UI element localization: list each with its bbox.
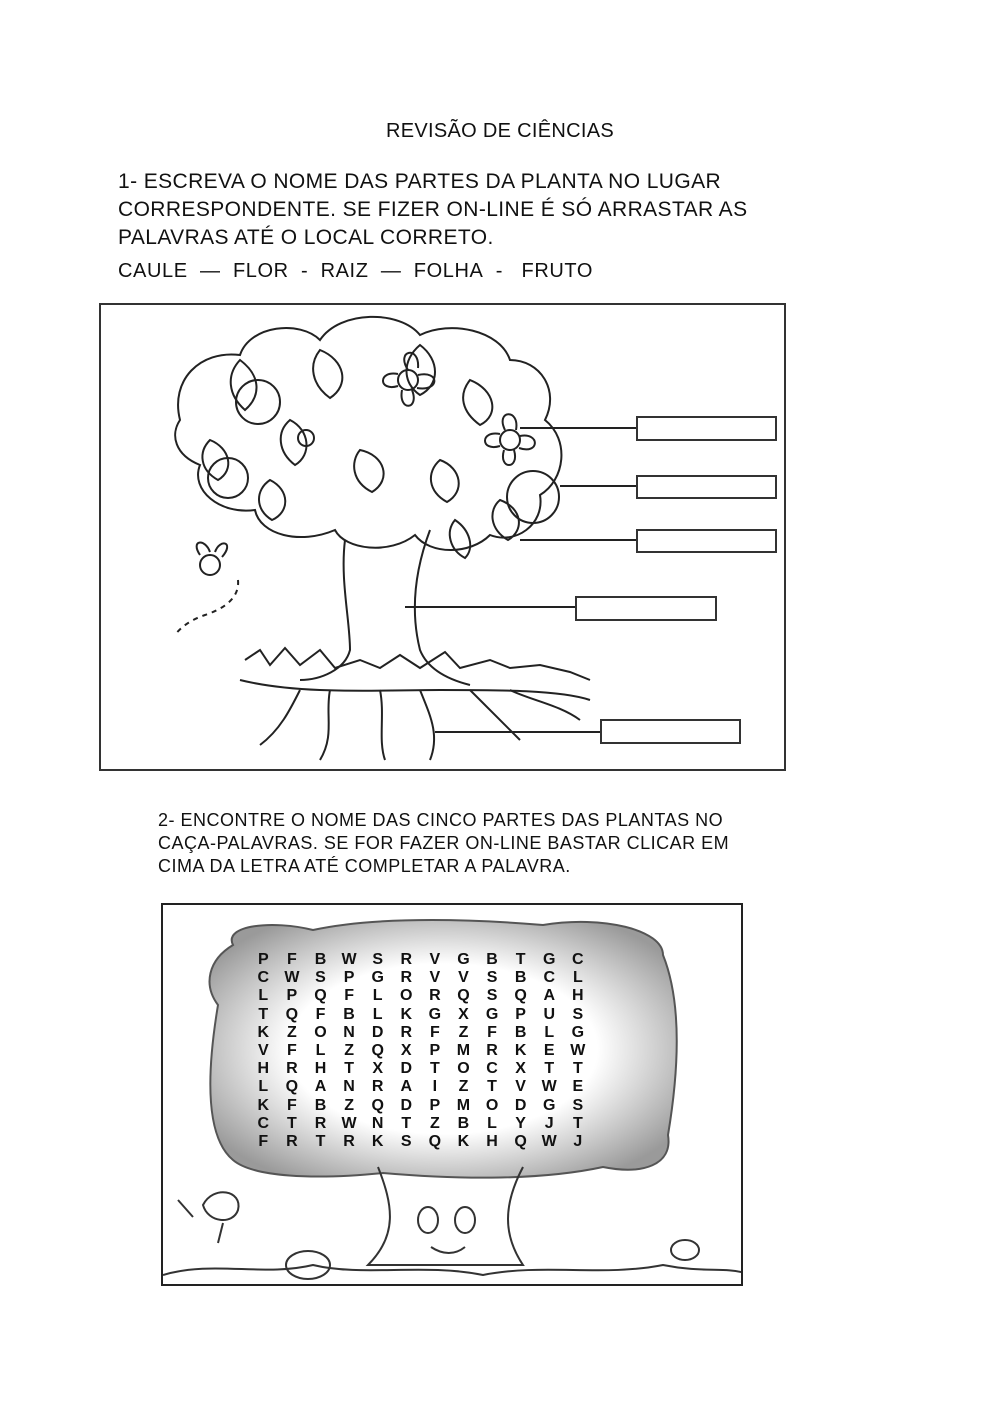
word-search-letter[interactable]: L [315, 1041, 326, 1059]
word-search-letter[interactable]: A [400, 1078, 413, 1096]
word-search-letter[interactable]: R [400, 969, 413, 987]
word-search-letter[interactable]: T [487, 1078, 497, 1096]
word-search-letter[interactable]: P [515, 1005, 526, 1023]
answer-box-caule[interactable] [575, 596, 717, 621]
word-search-letter[interactable]: R [429, 987, 441, 1005]
word-search-letter[interactable]: S [315, 969, 326, 987]
word-search-letter[interactable]: J [544, 1114, 554, 1132]
word-search-letter[interactable]: W [341, 1114, 357, 1132]
word-search-letter[interactable]: Q [428, 1132, 442, 1150]
word-search-letter[interactable]: F [429, 1023, 440, 1041]
word-search-letter[interactable]: E [572, 1078, 584, 1096]
word-search-letter[interactable]: T [401, 1114, 412, 1132]
word-search-letter[interactable]: V [458, 969, 469, 987]
word-search-letter[interactable]: L [258, 987, 269, 1005]
word-search-letter[interactable]: Q [457, 987, 470, 1005]
answer-box-folha[interactable] [636, 529, 777, 553]
word-search-letter[interactable]: H [572, 987, 584, 1005]
word-folha[interactable]: FOLHA [413, 260, 484, 282]
word-search-letter[interactable]: B [514, 1023, 527, 1041]
word-search-letter[interactable]: G [543, 951, 556, 968]
word-search-letter[interactable]: G [485, 1005, 499, 1023]
word-search-letter[interactable]: F [287, 951, 297, 968]
word-search-letter[interactable]: G [543, 1096, 556, 1114]
word-flor[interactable]: FLOR [232, 260, 289, 282]
word-search-letter[interactable]: B [486, 951, 498, 968]
word-search-letter[interactable]: D [400, 1096, 413, 1114]
word-search-letter[interactable]: O [314, 1023, 327, 1041]
word-search-letter[interactable]: S [486, 987, 498, 1005]
word-search-letter[interactable]: S [372, 951, 383, 968]
word-search-letter[interactable]: Z [344, 1041, 354, 1059]
word-search-letter[interactable]: T [287, 1114, 297, 1132]
word-search-letter[interactable]: W [284, 969, 300, 987]
word-search-letter[interactable]: P [286, 987, 298, 1005]
word-search-letter[interactable]: T [572, 1060, 583, 1078]
word-search-letter[interactable]: X [458, 1005, 469, 1023]
word-search-grid [249, 951, 649, 1151]
word-search-row [249, 987, 649, 1005]
word-search-letter[interactable]: T [344, 1060, 354, 1078]
word-search-letter[interactable]: L [572, 969, 583, 987]
word-search-letter[interactable]: X [400, 1041, 412, 1059]
word-search-letter[interactable]: Y [515, 1114, 526, 1132]
word-separator: — [187, 260, 233, 282]
word-search-letter[interactable]: T [429, 1060, 440, 1078]
word-search-letter[interactable]: H [314, 1060, 327, 1078]
word-search-row [249, 1060, 649, 1078]
word-search-letter[interactable]: T [544, 1060, 555, 1078]
word-search-letter[interactable]: M [456, 1041, 471, 1059]
word-search-letter[interactable]: T [572, 1114, 583, 1132]
word-search-letter[interactable]: X [515, 1060, 526, 1078]
word-search-letter[interactable]: L [258, 1078, 269, 1096]
word-search-letter[interactable]: C [257, 1114, 270, 1132]
word-search-letter[interactable]: R [400, 951, 413, 968]
word-search-letter[interactable]: B [343, 1005, 355, 1023]
word-search-row [249, 1115, 649, 1133]
word-search-letter[interactable]: V [515, 1078, 526, 1096]
word-search-letter[interactable]: L [372, 987, 383, 1005]
answer-box-raiz[interactable] [600, 719, 741, 744]
answer-box-fruto[interactable] [636, 475, 777, 499]
word-search-letter[interactable]: H [257, 1060, 270, 1078]
word-search-letter[interactable]: N [343, 1023, 355, 1041]
word-search-letter[interactable]: A [314, 1078, 327, 1096]
word-search-letter[interactable]: Z [344, 1096, 354, 1114]
word-search-row [249, 1097, 649, 1115]
word-search-letter[interactable]: Z [458, 1078, 469, 1096]
word-search-letter[interactable]: P [429, 1041, 441, 1059]
word-search-letter[interactable]: F [315, 1005, 326, 1023]
word-search-letter[interactable]: Q [285, 1078, 299, 1096]
word-search-letter[interactable]: R [371, 1078, 384, 1096]
word-search-letter[interactable]: Q [514, 987, 527, 1005]
question-2-text: 2- ENCONTRE O NOME DAS CINCO PARTES DAS PLANTAS NO CAÇA-PALAVRAS. SE FOR FAZER ON-LINE BASTAR CLICAR EM CIMA DA LETRA ATÉ COMPLETAR A PALAVRA. [158, 810, 730, 876]
word-search-letter[interactable]: R [343, 1132, 355, 1150]
word-search-letter[interactable]: B [314, 951, 327, 968]
word-search-letter[interactable]: W [570, 1041, 586, 1059]
word-separator: — [368, 260, 414, 282]
word-separator: - [483, 260, 522, 282]
word-search-letter[interactable]: I [432, 1078, 438, 1096]
word-search-letter[interactable]: G [457, 951, 470, 968]
word-search-letter[interactable]: Q [514, 1132, 527, 1150]
word-search-row [249, 1006, 649, 1024]
word-search-letter[interactable]: O [485, 1096, 499, 1114]
word-search-letter[interactable]: O [400, 987, 413, 1005]
word-search-letter[interactable]: S [400, 1132, 412, 1150]
word-search-letter[interactable]: Z [287, 1023, 297, 1041]
word-search-letter[interactable]: Q [371, 1096, 384, 1114]
answer-box-flor[interactable] [636, 416, 777, 441]
word-search-letter[interactable]: Z [458, 1023, 469, 1041]
word-search-letter[interactable]: S [572, 1005, 584, 1023]
word-search-letter[interactable]: G [428, 1005, 442, 1023]
word-caule[interactable]: CAULE [118, 260, 188, 282]
word-fruto[interactable]: FRUTO [521, 260, 594, 282]
word-separator: - [288, 260, 321, 282]
word-search-letter[interactable]: O [457, 1060, 470, 1078]
word-search-letter[interactable]: B [514, 969, 527, 987]
word-search-letter[interactable]: E [543, 1041, 555, 1059]
word-search-letter[interactable]: H [486, 1132, 498, 1150]
word-search-letter[interactable]: V [429, 969, 441, 987]
word-search-letter[interactable]: R [314, 1114, 327, 1132]
word-search-letter[interactable]: W [541, 1132, 557, 1150]
page-title: REVISÃO DE CIÊNCIAS [386, 120, 614, 142]
word-search-letter[interactable]: T [315, 1132, 326, 1150]
word-search-letter[interactable]: P [429, 1096, 441, 1114]
word-search-letter[interactable]: D [371, 1023, 384, 1041]
word-search-letter[interactable]: L [544, 1023, 555, 1041]
word-search-letter[interactable]: F [344, 987, 354, 1005]
word-search-letter[interactable]: Q [285, 1005, 299, 1023]
word-search-letter[interactable]: R [286, 1132, 298, 1150]
word-search-row [249, 1042, 649, 1060]
word-search-letter[interactable]: Q [314, 987, 327, 1005]
word-search-letter[interactable]: C [572, 951, 584, 968]
word-search-letter[interactable]: D [514, 1096, 527, 1114]
word-search-letter[interactable]: P [257, 951, 269, 968]
word-search-row [249, 1078, 649, 1096]
word-search-letter[interactable]: S [572, 1096, 584, 1114]
word-search-letter[interactable]: R [286, 1060, 298, 1078]
word-search-letter[interactable]: G [571, 1023, 585, 1041]
word-search-letter[interactable]: A [543, 987, 556, 1005]
word-search-letter[interactable]: K [257, 1096, 270, 1114]
word-search-letter[interactable]: U [543, 1005, 556, 1023]
word-search-row [249, 1133, 649, 1151]
word-search-letter[interactable]: C [486, 1060, 498, 1078]
word-search-letter[interactable]: K [400, 1005, 413, 1023]
word-search-letter[interactable]: R [486, 1041, 498, 1059]
word-search-letter[interactable]: R [400, 1023, 413, 1041]
word-search-letter[interactable]: F [487, 1023, 497, 1041]
word-search-letter[interactable]: K [457, 1132, 470, 1150]
word-search-letter[interactable]: B [314, 1096, 327, 1114]
word-search-letter[interactable]: S [486, 969, 498, 987]
word-search-letter[interactable]: N [343, 1078, 355, 1096]
word-search-letter[interactable]: G [371, 969, 384, 987]
word-search-letter[interactable]: P [343, 969, 355, 987]
word-search-letter[interactable]: F [287, 1041, 297, 1059]
word-search-letter[interactable]: V [429, 951, 441, 968]
word-search-letter[interactable]: C [543, 969, 556, 987]
word-search-letter[interactable]: K [371, 1132, 384, 1150]
word-search-letter[interactable]: F [258, 1132, 269, 1150]
word-raiz[interactable]: RAIZ [320, 260, 369, 282]
word-search-letter[interactable]: X [372, 1060, 383, 1078]
word-search-row [249, 969, 649, 987]
word-search-letter[interactable]: C [257, 969, 270, 987]
word-search-letter[interactable]: K [514, 1041, 527, 1059]
word-search-letter[interactable]: T [515, 951, 526, 968]
word-search-letter[interactable]: Z [429, 1114, 440, 1132]
word-search-row [249, 951, 649, 969]
word-search-letter[interactable]: W [541, 1078, 557, 1096]
question-1-text: 1- ESCREVA O NOME DAS PARTES DA PLANTA NO LUGAR CORRESPONDENTE. SE FIZER ON-LINE É SÓ ARRASTAR AS PALAVRAS ATÉ O LOCAL CORRETO. [118, 170, 748, 249]
word-search-letter[interactable]: K [257, 1023, 270, 1041]
word-search-letter[interactable]: J [573, 1132, 583, 1150]
word-search-letter[interactable]: B [457, 1114, 470, 1132]
word-search-letter[interactable]: T [258, 1005, 269, 1023]
word-search-letter[interactable]: V [257, 1041, 269, 1059]
word-search-letter[interactable]: N [371, 1114, 384, 1132]
word-search-row [249, 1024, 649, 1042]
word-search-letter[interactable]: M [456, 1096, 471, 1114]
word-search-letter[interactable]: W [341, 951, 357, 968]
word-search-letter[interactable]: Q [371, 1041, 384, 1059]
word-search-letter[interactable]: L [372, 1005, 383, 1023]
word-search-letter[interactable]: D [400, 1060, 413, 1078]
word-search-letter[interactable]: L [487, 1114, 497, 1132]
word-search-letter[interactable]: F [287, 1096, 297, 1114]
